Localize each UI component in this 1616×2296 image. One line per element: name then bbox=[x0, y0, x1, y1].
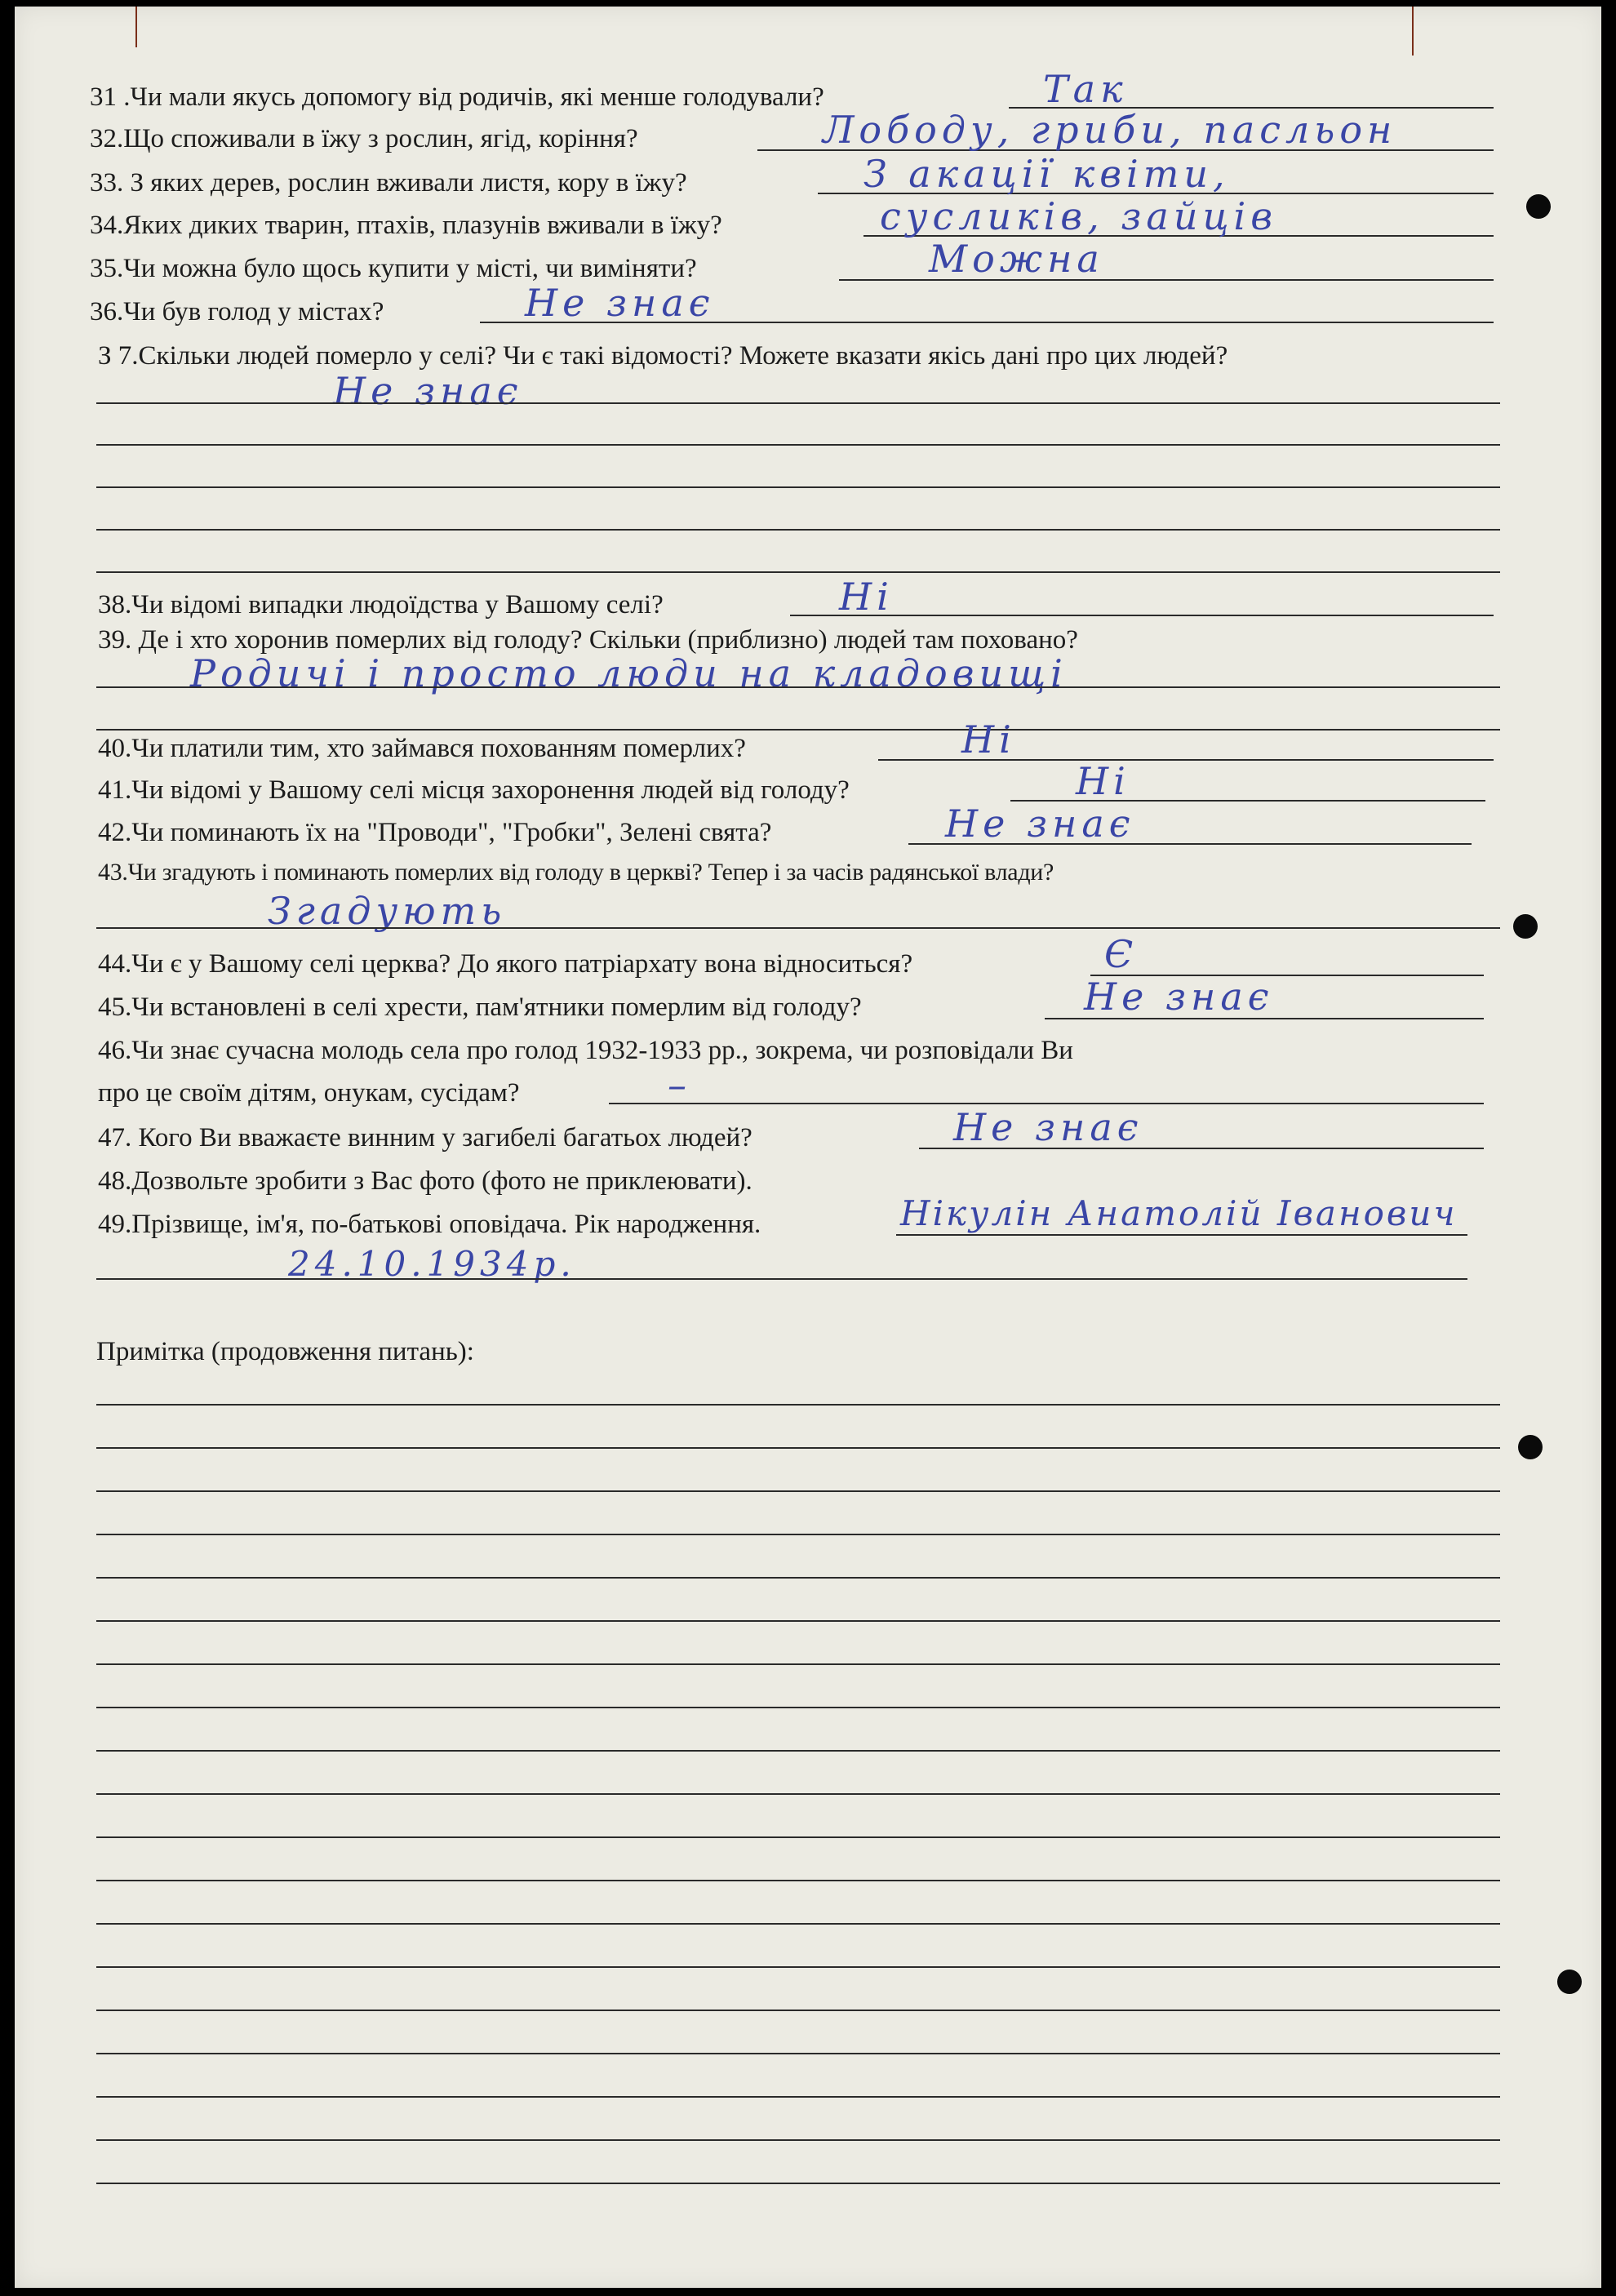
answer-44: Є bbox=[1104, 932, 1139, 976]
answer-34: сусликів, зайців bbox=[880, 194, 1278, 238]
question-45: 45.Чи встановлені в селі хрести, пам'ятники померлим від голоду? bbox=[98, 993, 862, 1022]
question-37: З 7.Скільки людей померло у селі? Чи є такі відомості? Можете вказати якісь дані про цих людей? bbox=[98, 341, 1228, 371]
note-line bbox=[96, 2010, 1500, 2011]
note-line bbox=[96, 1534, 1500, 1535]
answer-line-38 bbox=[790, 615, 1494, 616]
note-heading: Примітка (продовження питань): bbox=[96, 1337, 474, 1366]
question-32: 32.Що споживали в їжу з рослин, ягід, коріння? bbox=[90, 124, 638, 153]
answer-39: Родичі і просто люди на кладовищі bbox=[190, 651, 1068, 695]
answer-33: З акації квіти, bbox=[863, 152, 1230, 196]
answer-line-46 bbox=[609, 1103, 1484, 1104]
answer-49-name: Нікулін Анатолій Іванович bbox=[900, 1193, 1458, 1233]
question-38: 38.Чи відомі випадки людоїдства у Вашому селі? bbox=[98, 590, 664, 620]
question-36: 36.Чи був голод у містах? bbox=[90, 297, 384, 326]
answer-45: Не знає bbox=[1084, 975, 1274, 1019]
question-46-line-2: про це своїм дітям, онукам, сусідам? bbox=[98, 1078, 520, 1108]
questionnaire-sheet bbox=[15, 7, 1601, 2288]
question-43: 43.Чи згадують і поминають померлих від голоду в церкві? Тепер і за часів радянської влади? bbox=[98, 859, 1054, 886]
answer-40: Ні bbox=[961, 717, 1016, 762]
question-49: 49.Прізвище, ім'я, по-батькові оповідача. Рік народження. bbox=[98, 1210, 761, 1239]
answer-32: Лободу, гриби, пасльон bbox=[823, 108, 1397, 152]
question-39: 39. Де і хто хоронив померлих від голоду? Скільки (приблизно) людей там поховано? bbox=[98, 625, 1078, 655]
answer-43: Згадують bbox=[268, 889, 507, 933]
fold-mark-right bbox=[1412, 7, 1414, 56]
answer-49-birthdate: 24.10.1934р. bbox=[288, 1244, 576, 1284]
question-33: 33. З яких дерев, рослин вживали листя, кору в їжу? bbox=[90, 168, 687, 198]
question-47: 47. Кого Ви вважаєте винним у загибелі багатьох людей? bbox=[98, 1123, 753, 1152]
answer-line-49 bbox=[896, 1234, 1467, 1236]
note-line bbox=[96, 1447, 1500, 1449]
answer-47: Не знає bbox=[953, 1105, 1143, 1149]
note-line bbox=[96, 1404, 1500, 1406]
note-line bbox=[96, 2096, 1500, 2098]
note-line bbox=[96, 2183, 1500, 2184]
note-line bbox=[96, 1663, 1500, 1665]
answer-35: Можна bbox=[929, 237, 1104, 281]
answer-line-37-2 bbox=[96, 444, 1500, 446]
answer-line-39-1 bbox=[96, 686, 1500, 688]
answer-36: Не знає bbox=[525, 281, 715, 325]
fold-mark-left bbox=[135, 7, 137, 47]
note-line bbox=[96, 1620, 1500, 1622]
note-line bbox=[96, 1750, 1500, 1752]
note-line bbox=[96, 1836, 1500, 1838]
answer-41: Ні bbox=[1076, 759, 1130, 803]
note-line bbox=[96, 1966, 1500, 1968]
question-31: 31 .Чи мали якусь допомогу від родичів, які менше голодували? bbox=[90, 82, 824, 112]
answer-line-43 bbox=[96, 927, 1500, 929]
question-35: 35.Чи можна було щось купити у місті, чи виміняти? bbox=[90, 254, 697, 283]
question-34: 34.Яких диких тварин, птахів, плазунів вживали в їжу? bbox=[90, 211, 722, 240]
note-line bbox=[96, 2139, 1500, 2141]
note-line bbox=[96, 1923, 1500, 1925]
question-48: 48.Дозвольте зробити з Вас фото (фото не приклеювати). bbox=[98, 1166, 753, 1196]
question-40: 40.Чи платили тим, хто займався похованням померлих? bbox=[98, 734, 746, 763]
answer-line-39-2 bbox=[96, 729, 1500, 731]
answer-31: Так bbox=[1043, 67, 1128, 111]
answer-37: Не знає bbox=[333, 369, 523, 413]
question-42: 42.Чи поминають їх на "Проводи", "Гробки", Зелені свята? bbox=[98, 818, 772, 847]
binder-hole-3 bbox=[1518, 1435, 1543, 1459]
note-line bbox=[96, 1880, 1500, 1881]
question-44: 44.Чи є у Вашому селі церква? До якого патріархату вона відноситься? bbox=[98, 949, 913, 979]
answer-line-37-1 bbox=[96, 402, 1500, 404]
binder-hole-4 bbox=[1557, 1970, 1582, 1994]
answer-42: Не знає bbox=[945, 802, 1135, 846]
answer-line-37-4 bbox=[96, 529, 1500, 531]
note-line bbox=[96, 1490, 1500, 1492]
binder-hole-1 bbox=[1526, 194, 1551, 219]
answer-line-37-5 bbox=[96, 571, 1500, 573]
answer-46: – bbox=[668, 1063, 691, 1107]
answer-line-49-2 bbox=[96, 1278, 1467, 1280]
note-line bbox=[96, 1577, 1500, 1579]
note-line bbox=[96, 1707, 1500, 1708]
note-line bbox=[96, 1793, 1500, 1795]
question-46-line-1: 46.Чи знає сучасна молодь села про голод 1932-1933 рр., зокрема, чи розповідали Ви bbox=[98, 1036, 1073, 1065]
answer-38: Ні bbox=[839, 575, 894, 619]
answer-line-37-3 bbox=[96, 486, 1500, 488]
question-41: 41.Чи відомі у Вашому селі місця захоронення людей від голоду? bbox=[98, 775, 850, 805]
binder-hole-2 bbox=[1513, 914, 1538, 939]
note-line bbox=[96, 2053, 1500, 2054]
